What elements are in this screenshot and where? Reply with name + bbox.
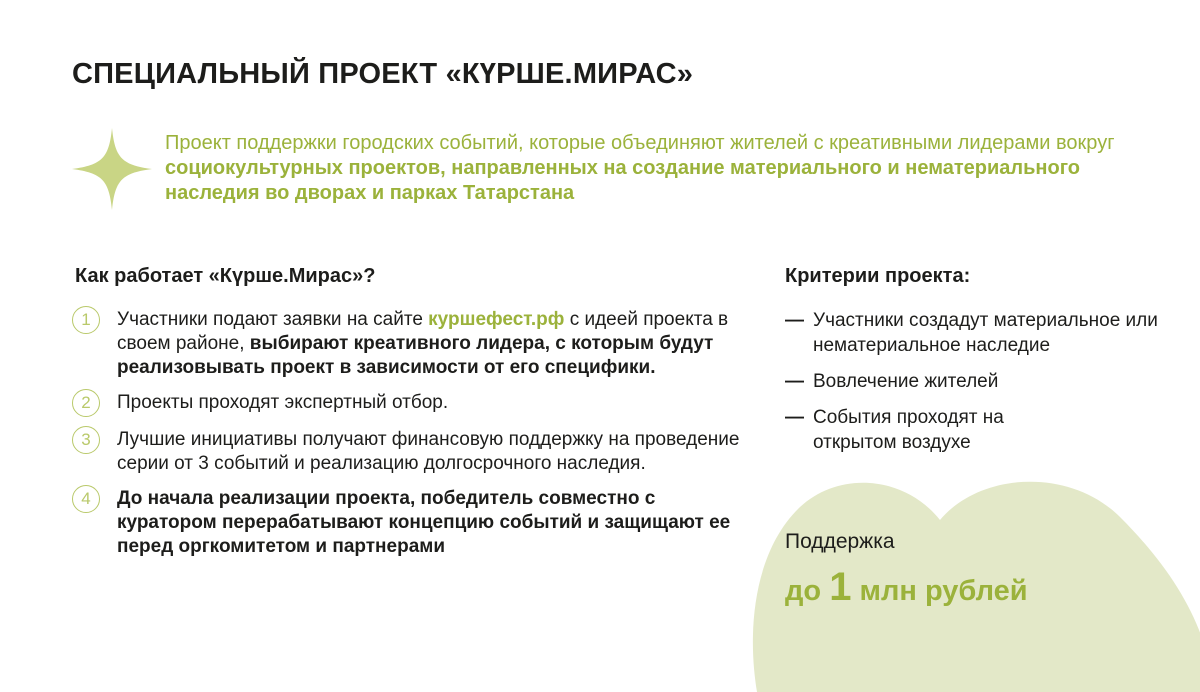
support-suffix: млн рублей <box>851 575 1028 607</box>
step-text-part: Участники подают заявки на сайте <box>117 309 429 330</box>
step-text <box>117 308 752 380</box>
support-prefix: до <box>785 575 830 607</box>
criteria-heading: Критерии проекта: <box>785 265 971 287</box>
step-text-part: с идеей проекта в своем районе, <box>117 309 729 354</box>
step-text: Проекты проходят экспертный отбор. <box>117 392 449 413</box>
criteria-item <box>785 308 1185 358</box>
how-it-works-heading: Как работает «Күрше.Мирас»? <box>75 265 376 287</box>
step-item <box>72 487 752 559</box>
support-number: 1 <box>829 565 852 609</box>
step-number-badge: 2 <box>72 389 100 417</box>
page-title: СПЕЦИАЛЬНЫЙ ПРОЕКТ «КҮРШЕ.МИРАС» <box>72 58 694 90</box>
step-item <box>72 308 752 380</box>
step-item <box>72 391 752 417</box>
criteria-text: Вовлечение жителей <box>813 371 999 392</box>
sparkle-star-icon <box>72 128 152 210</box>
step-text-bold: выбирают креативного лидера, с которым будут реализовывать проект в зависимости от его специфики. <box>117 333 714 378</box>
step-number-badge: 4 <box>72 485 100 513</box>
support-amount <box>785 565 1028 610</box>
steps-list <box>72 308 752 570</box>
criteria-item <box>785 369 1185 394</box>
intro-text <box>165 131 1165 206</box>
criteria-text: Участники создадут материальное или нематериальное наследие <box>813 310 1158 356</box>
intro-plain: Проект поддержки городских событий, которые объединяют жителей с креативными лидерами вокруг <box>165 132 1115 154</box>
step-number-badge: 1 <box>72 306 100 334</box>
criteria-item <box>785 405 1185 455</box>
dash-bullet: — <box>785 371 804 392</box>
intro-highlight: социокультурных проектов, направленных на создание материального и нематериального наследия во дворах и парках Татарстана <box>165 157 1080 204</box>
dash-bullet: — <box>785 310 804 331</box>
step-number-badge: 3 <box>72 426 100 454</box>
step-text <box>117 487 752 559</box>
step-item <box>72 428 752 476</box>
criteria-text: События проходят на открытом воздухе <box>813 407 1004 453</box>
step-text: Лучшие инициативы получают финансовую поддержку на проведение серии от 3 событий и реализацию долгосрочного наследия. <box>117 429 740 474</box>
dash-bullet: — <box>785 407 804 428</box>
criteria-list <box>785 308 1185 466</box>
step-text-bold: До начала реализации проекта, победитель совместно с куратором перерабатывают концепцию событий и защищают ее перед оргкомитетом и партнерами <box>117 488 731 557</box>
site-link[interactable]: куршефест.рф <box>428 309 565 330</box>
support-label: Поддержка <box>785 530 895 553</box>
